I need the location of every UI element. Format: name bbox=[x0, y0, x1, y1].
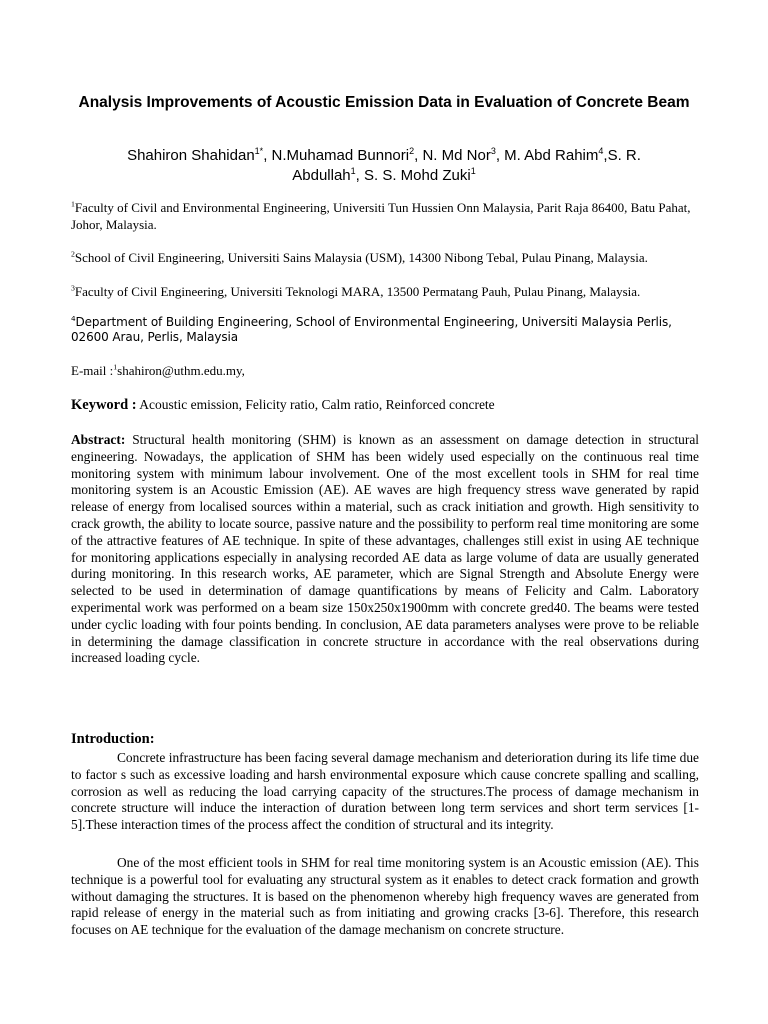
affiliation-1 bbox=[71, 199, 699, 233]
affiliation-3 bbox=[71, 283, 699, 300]
keyword-text: Acoustic emission, Felicity ratio, Calm ratio, Reinforced concrete bbox=[139, 397, 495, 412]
author-name: Abdullah bbox=[292, 167, 351, 184]
author-separator: , bbox=[263, 147, 272, 164]
author-affiliation-mark: 1 bbox=[470, 166, 476, 176]
affiliation-text: Faculty of Civil Engineering, Universiti Teknologi MARA, 13500 Permatang Pauh, Pulau Pinang, Malaysia. bbox=[74, 284, 641, 299]
email-address[interactable]: shahiron@uthm.edu.my, bbox=[117, 363, 245, 378]
abstract-label: Abstract: bbox=[71, 432, 126, 447]
author-name: S. S. Mohd Zuki bbox=[364, 167, 471, 184]
author-separator: , bbox=[495, 147, 505, 164]
keywords bbox=[71, 396, 699, 414]
affiliation-text: School of Civil Engineering, Universiti Sains Malaysia (USM), 14300 Nibong Tebal, Pulau Pinang, Malaysia. bbox=[74, 250, 648, 265]
affiliation-text: Department of Building Engineering, School of Environmental Engineering, Universiti Malaysia Perlis, 02600 Arau, Perlis, Malaysia bbox=[71, 315, 672, 344]
author-affiliation-mark: 2 bbox=[409, 146, 415, 156]
author-affiliation-mark: 1 bbox=[350, 166, 356, 176]
affiliation-2 bbox=[71, 249, 699, 266]
affiliation-number: 3 bbox=[71, 283, 75, 293]
introduction-heading: Introduction: bbox=[71, 731, 155, 747]
affiliation-4 bbox=[71, 315, 699, 345]
author-separator: , bbox=[355, 167, 364, 184]
author-name: N. Md Nor bbox=[422, 147, 491, 164]
paper-title: Analysis Improvements of Acoustic Emission Data in Evaluation of Concrete Beam bbox=[78, 94, 690, 111]
email-label: E-mail : bbox=[71, 363, 114, 378]
author-affiliation-mark: 4 bbox=[598, 146, 604, 156]
author-name: M. Abd Rahim bbox=[504, 147, 599, 164]
author-separator: ,S. R. bbox=[603, 147, 641, 164]
email-affiliation-mark: 1 bbox=[113, 362, 118, 372]
affiliation-number: 2 bbox=[71, 249, 75, 259]
affiliation-number: 1 bbox=[71, 199, 75, 209]
author-affiliation-mark: 3 bbox=[490, 146, 496, 156]
contact-email bbox=[71, 362, 699, 379]
author-name: Shahiron Shahidan bbox=[127, 147, 255, 164]
affiliation-text: Faculty of Civil and Environmental Engineering, Universiti Tun Hussien Onn Malaysia, Parit Raja 86400, Batu Pahat, Johor, Malaysia. bbox=[71, 200, 691, 232]
introduction-paragraph-1: Concrete infrastructure has been facing several damage mechanism and deterioration during its life time due to factor s such as excessive loading and harsh environmental exposure which cause concrete spalling and scalling, corrosion as well as reducing the load carrying capacity of the structures.The process of damage mechanism in concrete structure will induce the interaction of duration between long term services and short term services [1-5].These interaction times of the process affect the condition of structural and its integrity. bbox=[71, 750, 699, 833]
abstract bbox=[71, 432, 699, 667]
affiliation-number: 4 bbox=[71, 314, 76, 323]
abstract-text: Structural health monitoring (SHM) is known as an assessment on damage detection in structural engineering. Nowadays, the application of SHM has been widely used especially on the continuous real time monitoring system with minimum labour involvement. One of the most excellent tools in SHM for real time monitoring system is an Acoustic Emission (AE). AE waves are high frequency stress wave generated by rapid release of energy from localised sources within a material, such as crack initiation and growth. High sensitivity to crack growth, the ability to locate source, passive nature and the possibility to perform real time monitoring are some of the attractive features of AE technique. In spite of these advantages, challenges still exist in using AE technique for monitoring applications especially in analysing recorded AE data as large volume of data are usually generated during monitoring. In this research works, AE parameter, which are Signal Strength and Absolute Energy were selected to be used in determination of damage quantifications by means of Felicity and Calm. Laboratory experimental work was performed on a beam size 150x250x1900mm with concrete gred40. The beams were tested under cyclic loading with four points bending. In conclusion, AE data parameters analyses were prove to be reliable in determining the damage classification in concrete structure in accordance with the real observations during increased loading cycle. bbox=[71, 432, 699, 666]
author-separator: , bbox=[414, 147, 423, 164]
author-name: N.Muhamad Bunnori bbox=[271, 147, 410, 164]
author-affiliation-mark: 1* bbox=[254, 146, 264, 156]
author-list bbox=[60, 146, 708, 186]
introduction-paragraph-2: One of the most efficient tools in SHM for real time monitoring system is an Acoustic emission (AE). This technique is a powerful tool for evaluating any structural system as it enables to detect crack formation and growth without damaging the structures. It is based on the phenomenon whereby high frequency waves are generated from rapid release of energy in the material such as from initiating and growing cracks [3-6]. Therefore, this research focuses on AE technique for the evaluation of the damage mechanism on concrete structure. bbox=[71, 855, 699, 938]
keyword-label: Keyword : bbox=[71, 397, 137, 413]
